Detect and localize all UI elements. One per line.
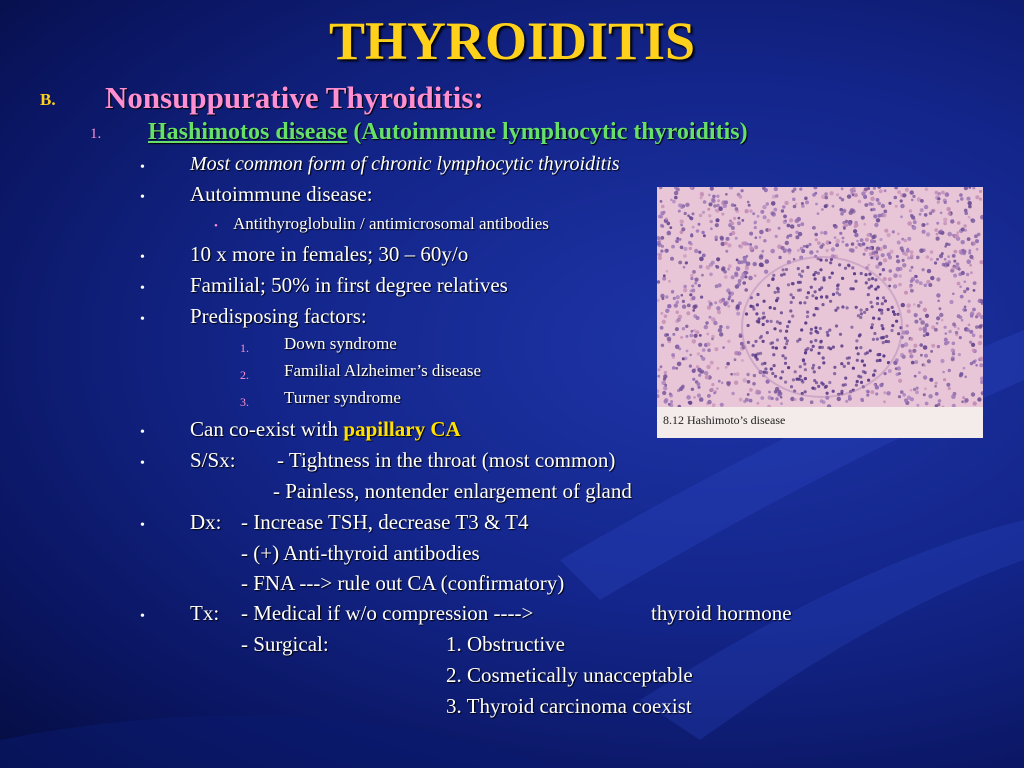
tx-label: Tx: [190,601,220,625]
bullet-icon: • [140,281,145,296]
bullet-icon: • [140,160,145,175]
tx-surgical-label: - Surgical: [241,632,329,656]
section-heading: Nonsuppurative Thyroiditis: [105,80,484,115]
bullet-females: 10 x more in females; 30 – 60y/o [190,242,469,266]
bullet-icon: • [140,190,145,205]
bullet-icon: • [140,312,145,327]
histology-image [657,187,983,438]
tx-surgical-1: 1. Obstructive [446,632,565,656]
dx-line-2: - (+) Anti-thyroid antibodies [241,541,480,565]
tx-surgical-3: 3. Thyroid carcinoma coexist [446,694,692,718]
bullet-icon: • [140,456,145,471]
item-heading [148,119,748,146]
bullet-predisposing: Predisposing factors: [190,304,367,328]
sx-line-2: - Painless, nontender enlargement of gland [273,479,632,503]
histology-micrograph [657,187,983,407]
item-heading-rest: (Autoimmune lymphocytic thyroiditis) [353,119,748,145]
item-marker: 1. [90,126,102,142]
tx-surgical-2: 2. Cosmetically unacceptable [446,663,693,687]
bullet-icon: • [140,609,145,624]
slide-title: THYROIDITIS [328,11,696,71]
sx-line-1: - Tightness in the throat (most common) [277,448,616,472]
factor-marker: 3. [240,395,249,409]
tx-thyroid-hormone: thyroid hormone [651,601,792,625]
sub-bullet-antibodies: Antithyroglobulin / antimicrosomal antibodies [233,214,549,233]
factor-marker: 1. [240,341,249,355]
section-marker: B. [40,90,56,109]
factor-down-syndrome: Down syndrome [284,334,397,353]
bullet-autoimmune: Autoimmune disease: [190,182,373,206]
dx-label: Dx: [190,510,222,534]
sx-label: S/Sx: [190,448,236,472]
bullet-icon: • [140,425,145,440]
factor-alzheimers: Familial Alzheimer’s disease [284,361,482,380]
factor-turner: Turner syndrome [284,388,401,407]
bullet-icon: • [140,518,145,533]
hashimoto-link[interactable]: Hashimotos disease [148,119,348,145]
sub-bullet-icon: • [214,220,218,232]
bullet-coexist: Can co-exist with papillary CA [190,417,461,441]
dx-line-3: - FNA ---> rule out CA (confirmatory) [241,571,565,595]
figure-caption: 8.12 Hashimoto’s disease [663,413,786,427]
bullet-common-form: Most common form of chronic lymphocytic thyroiditis [190,153,620,175]
factor-marker: 2. [240,368,249,382]
bullet-icon: • [140,250,145,265]
dx-line-1: - Increase TSH, decrease T3 & T4 [241,510,529,534]
tx-line-1: - Medical if w/o compression ----> [241,601,534,625]
papillary-ca-highlight: papillary CA [343,417,461,441]
bullet-familial: Familial; 50% in first degree relatives [190,273,508,297]
